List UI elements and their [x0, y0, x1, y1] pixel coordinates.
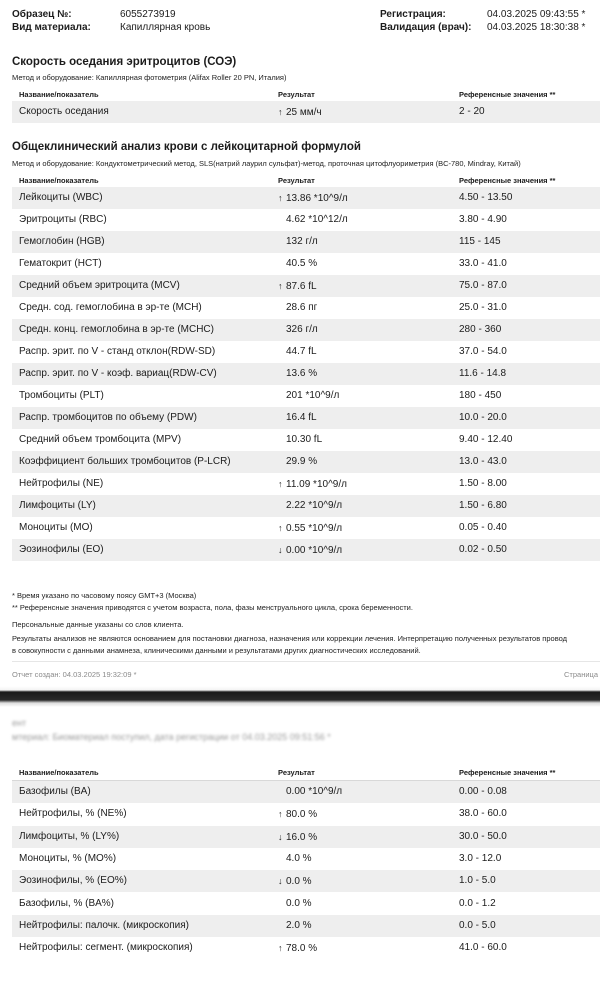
row-result-cell	[278, 363, 317, 385]
arrow-up-icon: ↑	[278, 479, 283, 489]
row-result: 4.0 %	[286, 852, 312, 864]
column-header-row	[12, 766, 600, 781]
row-name: Лимфоциты (LY)	[19, 500, 96, 511]
table-row	[12, 275, 600, 297]
row-result: 40.5 %	[286, 258, 318, 269]
row-name: Распр. эрит. по V - коэф. вариац(RDW-CV)	[19, 368, 217, 379]
row-result: 132 г/л	[286, 236, 318, 247]
row-name: Распр. эрит. по V - станд отклон(RDW-SD)	[19, 346, 216, 357]
esr-method: Метод и оборудование: Капиллярная фотометрия (Alifax Roller 20 PN, Италия)	[12, 73, 287, 82]
row-result-cell	[278, 451, 317, 473]
row-reference: 0.05 - 0.40	[459, 522, 507, 533]
registration-value: 04.03.2025 09:43:55 *	[487, 9, 586, 20]
table-row	[12, 407, 600, 429]
table-row	[12, 187, 600, 209]
material-label: Вид материала:	[12, 22, 91, 33]
faded-header-line-1: ент	[12, 718, 27, 728]
validation-value: 04.03.2025 18:30:38 *	[487, 22, 586, 33]
table-row	[12, 341, 600, 363]
table-row	[12, 803, 600, 825]
row-result: 29.9 %	[286, 456, 318, 467]
row-result-cell	[278, 803, 317, 826]
row-reference: 38.0 - 60.0	[459, 808, 507, 820]
row-reference: 10.0 - 20.0	[459, 412, 507, 423]
row-reference: 3.80 - 4.90	[459, 214, 507, 225]
row-result-cell	[278, 319, 318, 341]
row-name: Моноциты, % (MO%)	[19, 852, 117, 864]
column-header-name: Название/показатель	[19, 176, 99, 185]
row-reference: 1.50 - 8.00	[459, 478, 507, 489]
cbc-section-title: Общеклинический анализ крови с лейкоцитарной формулой	[12, 141, 361, 153]
table-row	[12, 451, 600, 473]
row-reference: 13.0 - 43.0	[459, 456, 507, 467]
esr-section-title: Скорость оседания эритроцитов (СОЭ)	[12, 56, 237, 68]
column-header-result: Результат	[278, 90, 315, 99]
arrow-down-icon: ↓	[278, 876, 283, 887]
row-name: Скорость оседания	[19, 106, 109, 117]
row-result-cell	[278, 870, 312, 893]
row-reference: 280 - 360	[459, 324, 502, 335]
row-result: 10.30 fL	[286, 434, 323, 445]
column-header-name: Название/показатель	[19, 768, 99, 777]
footer-divider	[12, 661, 600, 662]
row-name: Базофилы, % (BA%)	[19, 897, 114, 909]
row-result: 0.55 *10^9/л	[286, 523, 343, 534]
page-label: Страница	[564, 670, 598, 679]
table-row	[12, 253, 600, 275]
row-result-cell	[278, 915, 312, 937]
table-row	[12, 319, 600, 341]
column-header-reference: Референсные значения **	[459, 768, 556, 777]
column-header-reference: Референсные значения **	[459, 90, 556, 99]
row-result-cell	[278, 101, 322, 124]
row-name: Гемоглобин (HGB)	[19, 236, 105, 247]
row-result: 80.0 %	[286, 809, 318, 821]
cbc-method: Метод и оборудование: Кондуктометрический метод, SLS(натрий лаурил сульфат)-метод, проточная цитофлуориметрия (BC-780, Mindray, Китай)	[12, 159, 521, 168]
table-row	[12, 517, 600, 539]
table-row	[12, 495, 600, 517]
row-name: Распр. тромбоцитов по объему (PDW)	[19, 412, 197, 423]
row-reference: 9.40 - 12.40	[459, 434, 513, 445]
registration-label: Регистрация:	[380, 9, 446, 20]
row-name: Средн. конц. гемоглобина в эр-те (MCHC)	[19, 324, 214, 335]
row-reference: 4.50 - 13.50	[459, 192, 513, 203]
sample-number-label: Образец №:	[12, 9, 72, 20]
arrow-up-icon: ↑	[278, 943, 283, 954]
row-result: 13.6 %	[286, 368, 318, 379]
row-result-cell	[278, 937, 317, 960]
row-name: Нейтрофилы (NE)	[19, 478, 104, 489]
row-result-cell	[278, 539, 342, 562]
arrow-down-icon: ↓	[278, 545, 283, 555]
table-row	[12, 101, 600, 123]
table-row	[12, 539, 600, 561]
row-result: 25 мм/ч	[286, 107, 322, 118]
row-result: 0.00 *10^9/л	[286, 545, 343, 556]
row-reference: 11.6 - 14.8	[459, 368, 507, 379]
table-row	[12, 473, 600, 495]
table-row	[12, 826, 600, 848]
row-result: 0.00 *10^9/л	[286, 786, 343, 797]
row-reference: 0.0 - 5.0	[459, 919, 496, 931]
row-result-cell	[278, 893, 312, 915]
row-result: 201 *10^9/л	[286, 390, 340, 401]
row-result: 2.0 %	[286, 919, 312, 931]
arrow-up-icon: ↑	[278, 107, 283, 117]
row-result: 11.09 *10^9/л	[286, 479, 347, 490]
row-result-cell	[278, 297, 317, 319]
personal-data-note: Персональные данные указаны со слов клиента.	[12, 620, 184, 629]
row-name: Нейтрофилы, % (NE%)	[19, 808, 127, 820]
row-name: Нейтрофилы: палочк. (микроскопия)	[19, 919, 189, 931]
arrow-up-icon: ↑	[278, 193, 283, 203]
row-result: 4.62 *10^12/л	[286, 214, 348, 225]
row-result-cell	[278, 209, 348, 231]
row-name: Нейтрофилы: сегмент. (микроскопия)	[19, 942, 193, 954]
sample-number-value: 6055273919	[120, 9, 176, 20]
table-row	[12, 385, 600, 407]
table-row	[12, 429, 600, 451]
row-reference: 180 - 450	[459, 390, 502, 401]
row-result-cell	[278, 826, 317, 849]
row-name: Эритроциты (RBC)	[19, 214, 107, 225]
row-name: Лейкоциты (WBC)	[19, 192, 103, 203]
report-created: Отчет создан: 04.03.2025 19:32:09 *	[12, 670, 137, 679]
row-reference: 41.0 - 60.0	[459, 942, 507, 954]
row-result-cell	[278, 429, 322, 451]
row-result-cell	[278, 517, 342, 540]
row-name: Базофилы (BA)	[19, 786, 91, 797]
row-reference: 0.00 - 0.08	[459, 786, 507, 797]
disclaimer-line-1: Результаты анализов не являются основанием для постановки диагноза, назначения или коррекции лечения. Интерпретацию полученных результатов провод	[12, 634, 567, 643]
column-header-name: Название/показатель	[19, 90, 99, 99]
faded-header-line-2: мтериал: Биоматериал поступил, дата регистрации от 04.03.2025 09:51:56 *	[12, 732, 331, 742]
row-reference: 2 - 20	[459, 106, 485, 117]
row-result-cell	[278, 473, 347, 496]
row-name: Моноциты (MO)	[19, 522, 93, 533]
row-result-cell	[278, 341, 317, 363]
row-reference: 3.0 - 12.0	[459, 852, 502, 864]
row-result: 44.7 fL	[286, 346, 317, 357]
row-result-cell	[278, 231, 318, 253]
row-reference: 0.02 - 0.50	[459, 544, 507, 555]
arrow-down-icon: ↓	[278, 831, 283, 842]
row-reference: 30.0 - 50.0	[459, 830, 507, 842]
row-result-cell	[278, 275, 317, 298]
arrow-up-icon: ↑	[278, 523, 283, 533]
row-name: Эозинофилы (EO)	[19, 544, 104, 555]
table-row	[12, 893, 600, 915]
row-result-cell	[278, 385, 339, 407]
row-result: 16.4 fL	[286, 412, 317, 423]
reference-footnote: ** Референсные значения приводятся с учетом возраста, пола, фазы менструального цикла, срока беременности.	[12, 603, 413, 612]
row-result-cell	[278, 781, 342, 803]
row-result-cell	[278, 253, 317, 275]
row-result: 326 г/л	[286, 324, 318, 335]
row-reference: 115 - 145	[459, 236, 501, 247]
table-row	[12, 937, 600, 959]
row-result: 78.0 %	[286, 943, 318, 955]
row-result: 16.0 %	[286, 831, 318, 843]
row-reference: 25.0 - 31.0	[459, 302, 507, 313]
table-row	[12, 781, 600, 803]
row-reference: 37.0 - 54.0	[459, 346, 507, 357]
column-header-result: Результат	[278, 176, 315, 185]
time-footnote: * Время указано по часовому поясу GMT+3 (Москва)	[12, 591, 197, 600]
arrow-up-icon: ↑	[278, 809, 283, 820]
validation-label: Валидация (врач):	[380, 22, 472, 33]
row-result-cell	[278, 407, 317, 429]
row-reference: 75.0 - 87.0	[459, 280, 507, 291]
row-reference: 0.0 - 1.2	[459, 897, 496, 909]
row-result: 28.6 пг	[286, 302, 318, 313]
table-row	[12, 363, 600, 385]
row-name: Тромбоциты (PLT)	[19, 390, 104, 401]
disclaimer-line-2: в совокупности с данными анамнеза, клиническими данными и результатами других диагностических исследований.	[12, 646, 421, 655]
column-header-reference: Референсные значения **	[459, 176, 556, 185]
table-row	[12, 870, 600, 892]
column-header-result: Результат	[278, 768, 315, 777]
row-result-cell	[278, 187, 348, 210]
material-value: Капиллярная кровь	[120, 22, 211, 33]
row-result: 87.6 fL	[286, 281, 317, 292]
row-reference: 33.0 - 41.0	[459, 258, 507, 269]
row-name: Средний объем тромбоцита (MPV)	[19, 434, 182, 445]
table-row	[12, 915, 600, 937]
row-result: 0.0 %	[286, 897, 312, 909]
arrow-up-icon: ↑	[278, 281, 283, 291]
table-row	[12, 297, 600, 319]
row-name: Эозинофилы, % (EO%)	[19, 875, 127, 887]
row-result: 13.86 *10^9/л	[286, 193, 348, 204]
row-reference: 1.0 - 5.0	[459, 875, 496, 887]
row-name: Коэффициент больших тромбоцитов (P-LCR)	[19, 456, 231, 467]
row-reference: 1.50 - 6.80	[459, 500, 507, 511]
row-result-cell	[278, 848, 312, 870]
row-name: Гематокрит (HCT)	[19, 258, 102, 269]
row-result: 2.22 *10^9/л	[286, 500, 343, 511]
table-row	[12, 231, 600, 253]
row-name: Средн. сод. гемоглобина в эр-те (MCH)	[19, 302, 202, 313]
row-name: Лимфоциты, % (LY%)	[19, 830, 120, 842]
row-name: Средний объем эритроцита (MCV)	[19, 280, 180, 291]
row-result: 0.0 %	[286, 876, 312, 888]
table-row	[12, 209, 600, 231]
table-row	[12, 848, 600, 870]
row-result-cell	[278, 495, 342, 517]
